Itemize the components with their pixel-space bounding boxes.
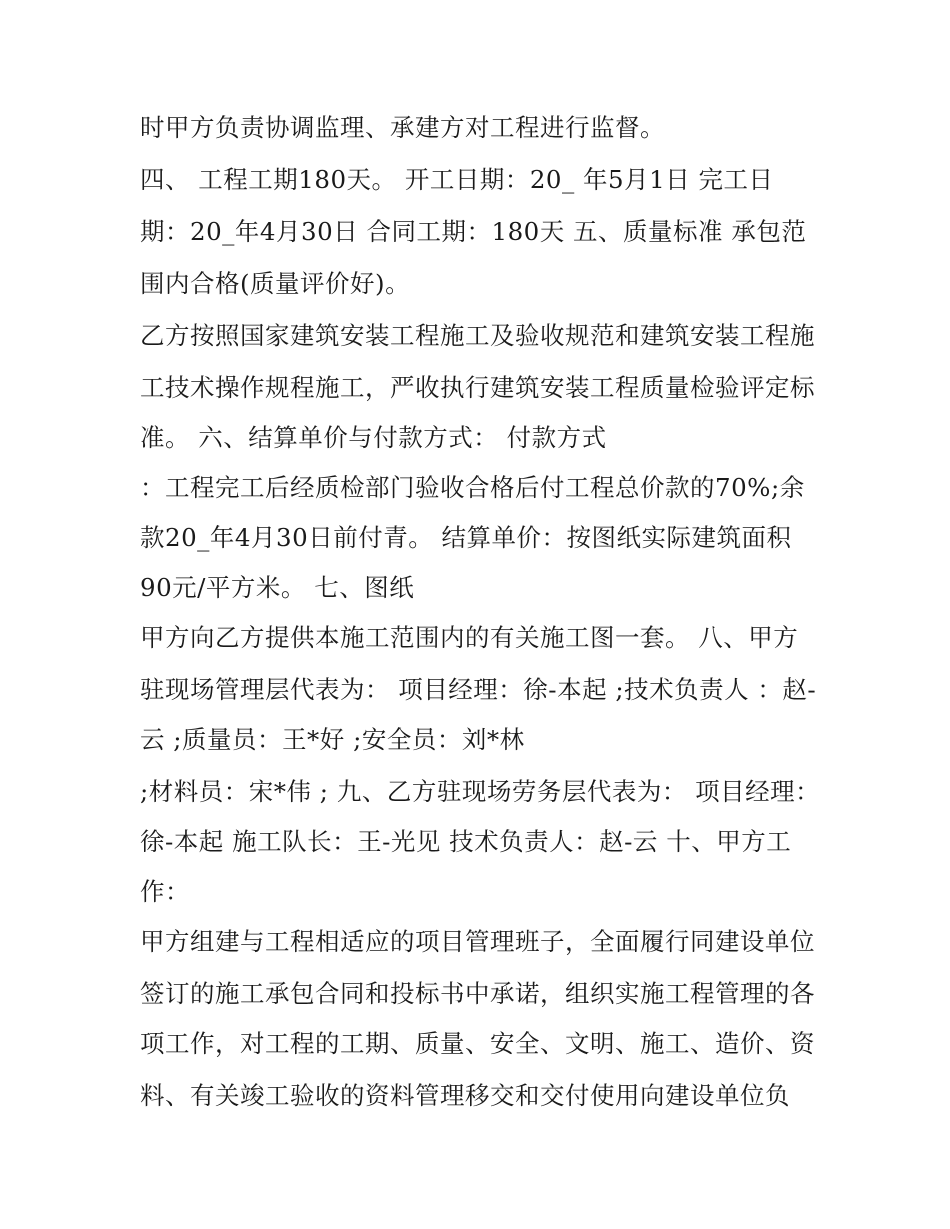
text-line: 90元/平方米。 七、图纸 (140, 573, 415, 602)
text-line: 围内合格(质量评价好)。 (140, 269, 411, 298)
text-line: ：工程完工后经质检部门验收合格后付工程总价款的70%;余 (140, 473, 805, 502)
text-line: 作： (140, 877, 190, 906)
text-line: 工技术操作规程施工，严收执行建筑安装工程质量检验评定标 (140, 373, 815, 402)
text-line: 签订的施工承包合同和投标书中承诺，组织实施工程管理的各 (140, 979, 815, 1008)
text-line: 甲方向乙方提供本施工范围内的有关施工图一套。 八、甲方 (140, 623, 799, 652)
text-line: 甲方组建与工程相适应的项目管理班子，全面履行同建设单位 (140, 927, 815, 956)
text-line: 云 ;质量员：王*好 ;安全员：刘*林 (140, 725, 525, 754)
text-line: 期：20_年4月30日 合同工期：180天 五、质量标准 承包范 (140, 217, 807, 246)
text-line: 四、 工程工期180天。 开工日期：20_ 年5月1日 完工日 (140, 165, 774, 194)
text-line: 款20_年4月30日前付青。 结算单价：按图纸实际建筑面积 (140, 523, 792, 552)
text-line: 驻现场管理层代表为： 项目经理：徐-本起 ;技术负责人 ：赵- (140, 675, 817, 704)
text-line: ;材料员：宋*伟 ; 九、乙方驻现场劳务层代表为： 项目经理： (140, 777, 821, 806)
text-line: 徐-本起 施工队长：王-光见 技术负责人：赵-云 十、甲方工 (140, 827, 792, 856)
text-line: 准。 六、结算单价与付款方式： 付款方式 (140, 423, 607, 452)
text-line: 项工作，对工程的工期、质量、安全、文明、施工、造价、资 (140, 1029, 815, 1058)
text-line: 时甲方负责协调监理、承建方对工程进行监督。 (140, 113, 665, 142)
text-line: 乙方按照国家建筑安装工程施工及验收规范和建筑安装工程施 (140, 321, 815, 350)
text-line: 料、有关竣工验收的资料管理移交和交付使用向建设单位负 (140, 1081, 790, 1110)
